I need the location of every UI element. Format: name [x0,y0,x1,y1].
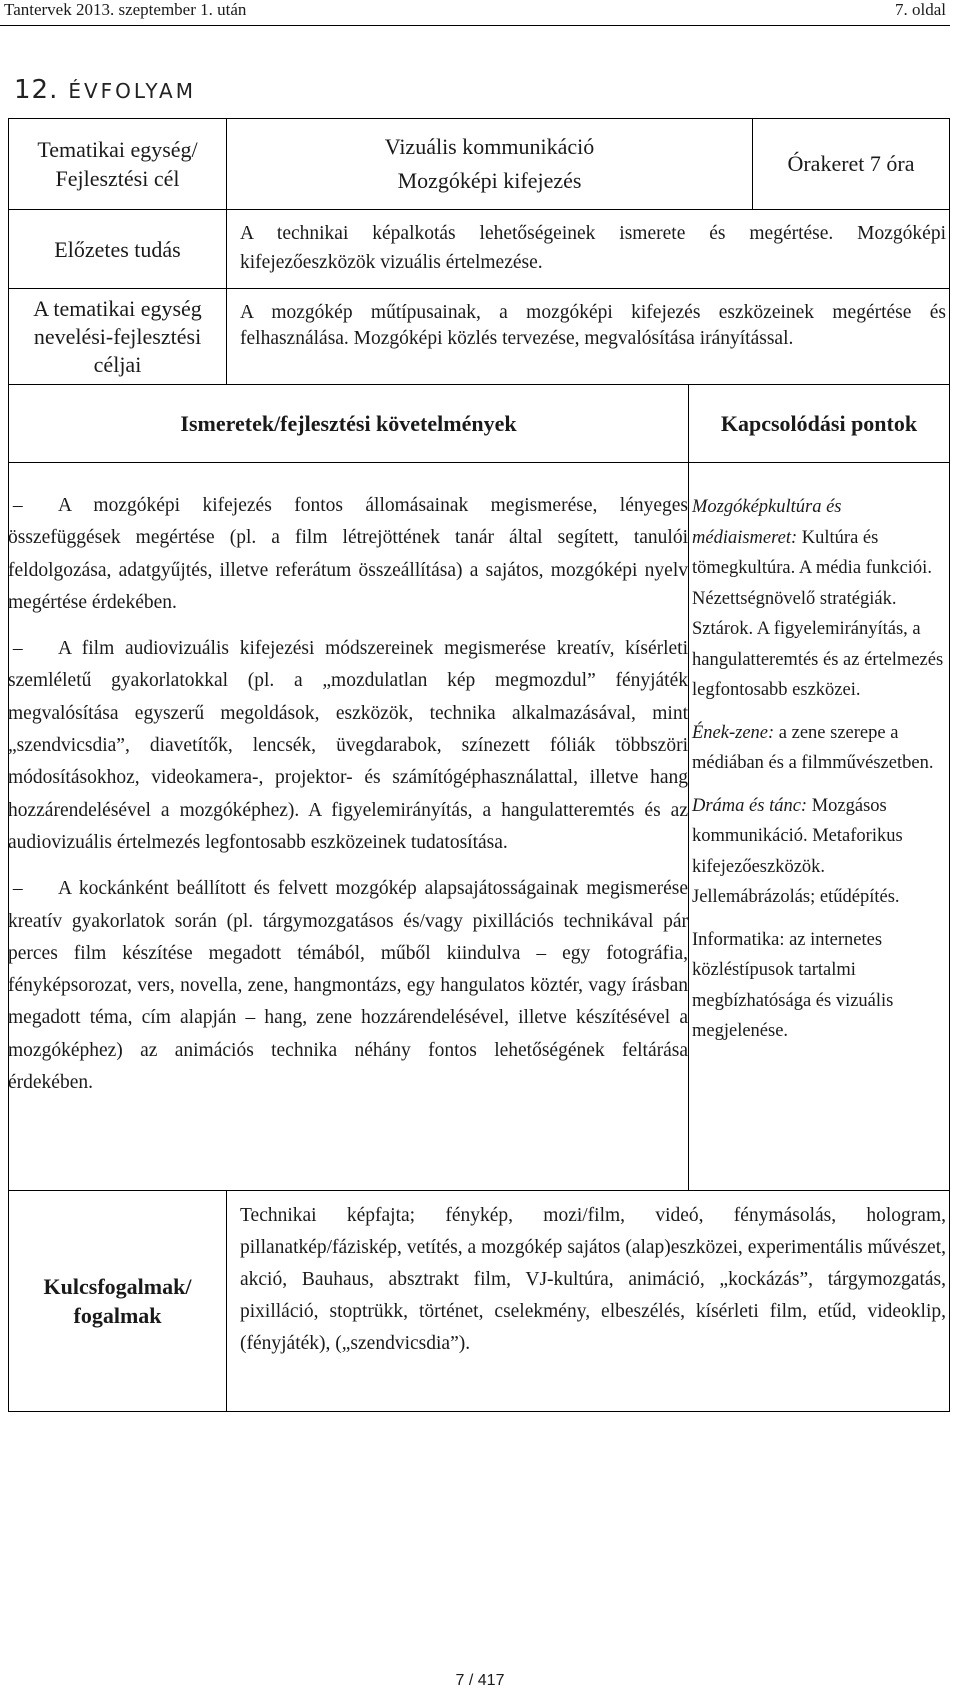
header-title: Tantervek 2013. szeptember 1. után [4,0,247,19]
prior-knowledge-label: Előzetes tudás [54,236,181,262]
goals-label-cell [9,289,226,384]
requirement-item [8,490,688,619]
link-item [692,492,950,706]
keywords-label-cell [9,1191,226,1411]
requirement-item [8,633,688,859]
table-border-row4 [8,462,950,463]
goals-text-cell [240,300,946,384]
header-rule [0,25,950,26]
goals-text: A mozgókép műtípusainak, a mozgóképi kifejezés eszközeinek megértése és felhasználása. Mozgóképi közlés tervezése, megvalósítása irányítással. [240,302,946,349]
goals-label: A tematikai egység nevelési-fejlesztési céljai [33,295,202,377]
hours-label: Órakeret 7 óra [787,151,915,176]
link-subject: Ének-zene: [692,722,775,743]
dash-bullet: – [8,638,23,660]
link-subject: Dráma és tánc: [692,795,808,816]
page-header [0,0,960,30]
unit-title-1: Vizuális kommunikáció [384,134,595,159]
hours-cell [753,119,949,209]
header-page-number: 7. oldal [895,0,946,19]
links-list [692,492,950,1059]
prior-knowledge-label-cell [9,210,226,288]
dash-bullet: – [8,878,23,900]
grade-label: ÉVFOLYAM [68,79,196,103]
link-item [692,791,950,913]
table-border-bottom [8,1411,950,1412]
prior-knowledge-text: A technikai képalkotás lehetőségeinek ismerete és megértése. Mozgóképi kifejezőeszközök vizuális értelmezése. [240,223,946,273]
link-subject: Mozgóképkultúra és médiaismeret: [692,497,842,548]
grade-number: 12. [14,75,59,105]
link-text: az internetes közléstípusok tartalmi megbízhatósága és vizuális megjelenése. [692,929,894,1041]
requirements-header-cell [9,385,688,462]
links-header-cell [689,385,949,462]
link-text: Kultúra és tömegkultúra. A média funkciói. Nézettségnövelő stratégiák. Sztárok. A figyelemirányítás, a hangulatteremtés és az értelmezés legfontosabb eszközei. [692,527,944,700]
dash-bullet: – [8,495,23,516]
links-header: Kapcsolódási pontok [720,411,918,436]
unit-title-2: Mozgóképi kifejezés [397,168,582,193]
link-item [692,718,950,779]
unit-label: Tematikai egység/ Fejlesztési cél [37,137,198,191]
page-footer: 7 / 417 [455,1672,505,1689]
requirement-item [8,873,688,1099]
prior-knowledge-text-cell [240,220,946,288]
link-item [692,925,950,1047]
keywords-label: Kulcsfogalmak/ fogalmak [43,1274,192,1328]
unit-title-cell [227,119,752,209]
table-col-links-divider [688,384,689,1190]
requirement-text: A mozgóképi kifejezés fontos állomásainak megismerése, lényeges összefüggések megértése (pl. a film létrejöttének tanár által segített, tanulói feldolgozása, adatgyűjtés, illetve referátum összeállítása) a sajátos, mozgóképi nyelv megértése érdekében. [8,495,688,613]
requirement-text: A kockánként beállított és felvett mozgókép alapsajátosságainak megismerése kreatív gyakorlatok során (pl. tárgymozgatásos és/vagy pixillációs technikával pár perces film készítése megadott témából, műből kiindulva – egy fotográfia, fényképsorozat, vers, novella, zene, hangmontázs, egy hangulatos köztér, vagy írásban megadott téma, cím alapján – hang, zene hozzárendelésével, illetve készítésével a mozgóképhez) az animációs technika néhány fontos lehetőségének feltárása érdekében. [8,878,688,1094]
keywords-text-cell [240,1200,946,1405]
unit-label-cell [9,119,226,209]
grade-heading [14,75,196,105]
requirements-list [8,490,688,1113]
link-subject: Informatika: [692,929,785,950]
keywords-text: Technikai képfajta; fénykép, mozi/film, videó, fénymásolás, hologram, pillanatkép/fáziskép, vetítés, a mozgókép sajátos (alap)eszközei, experimentális művészet, akció, Bauhaus, absztrakt film, VJ-kultúra, animáció, „kockázás”, tárgymozgatás, pixilláció, stoptrükk, történet, cselekmény, elbeszélés, kísérleti film, etűd, videoklip, (fényjáték), („szendvicsdia”). [240,1205,946,1354]
requirements-header: Ismeretek/fejlesztési követelmények [180,411,517,436]
link-text: a zene szerepe a médiában és a filmművészetben. [692,722,934,773]
requirement-text: A film audiovizuális kifejezési módszereinek megismerése kreatív, kísérleti szemléletű gyakorlatokkal (pl. a „mozdulatlan kép megmozdul” fényjáték megvalósítása egyszerű megoldások, eszközök, technika alkalmazásával, mint „szendvicsdia”, diavetítők, lencsék, üvegdarabok, színezett fóliák többszöri módosításokhoz, videokamera-, projektor- és számítógéphasználattal, illetve hang hozzárendelésével a mozgóképhez). A figyelemirányítás, a hangulatteremtés és az audiovizuális értelmezés legfontosabb eszközeinek tudatosítása. [8,638,688,853]
link-text: Mozgásos kommunikáció. Metaforikus kifejezőeszközök. Jellemábrázolás; etűdépítés. [692,795,903,907]
table-col-keywords-divider [226,1190,227,1411]
